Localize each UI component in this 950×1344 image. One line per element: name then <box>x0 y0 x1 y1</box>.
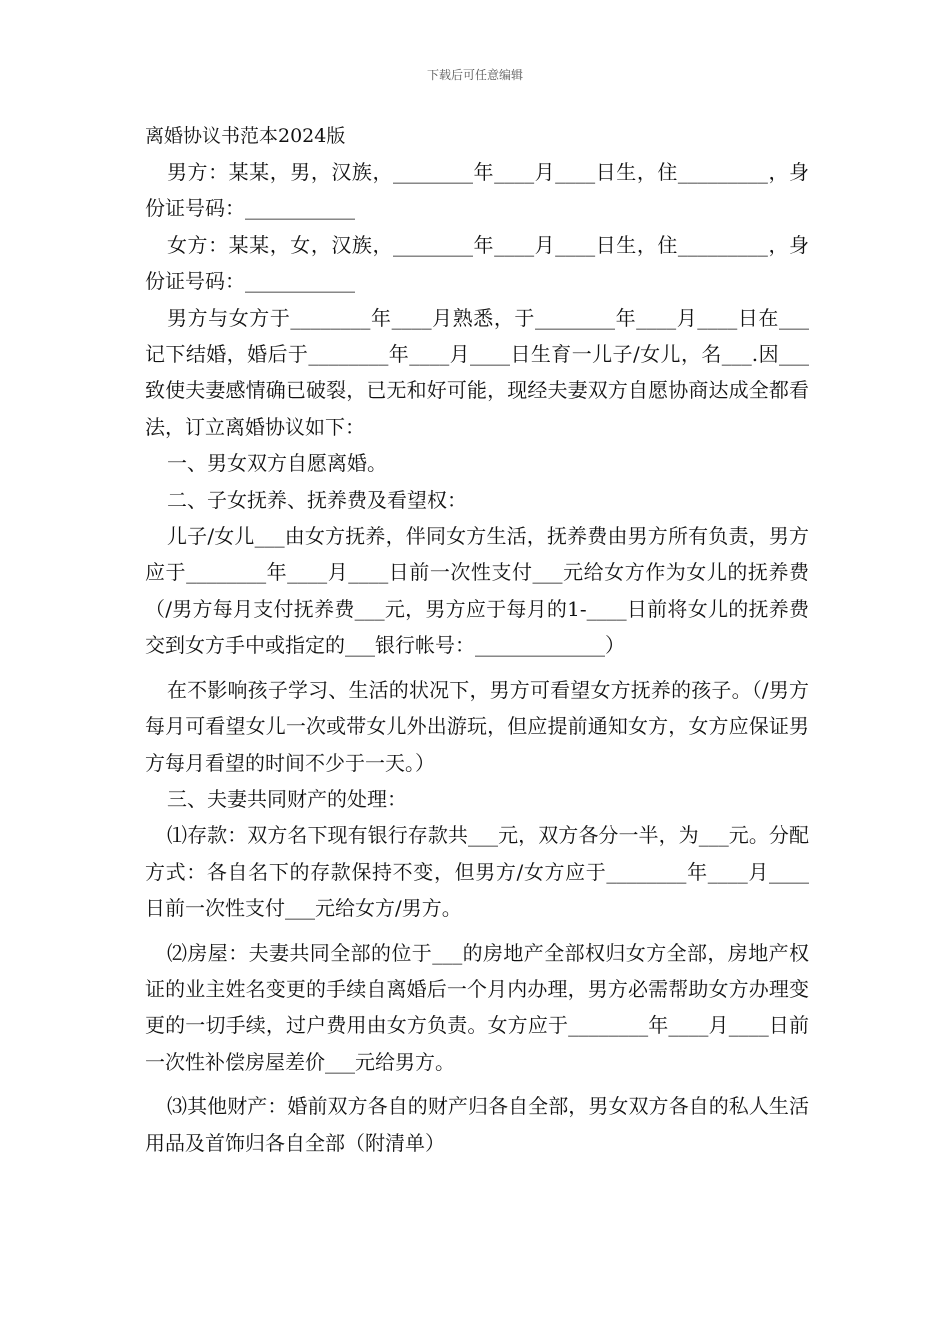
deposit-paragraph: ⑴存款：双方名下现有银行存款共___元，双方各分一半，为___元。分配方式：各自名下的存款保持不变，但男方/女方应于________年____月____日前一次性支付___元给女方/男方。 <box>145 823 809 921</box>
marriage-history-paragraph: 男方与女方于________年____月熟悉，于________年____月____日在___记下结婚，婚后于________年____月____日生育一儿子/女儿，名___.因___致使夫妻感情确已破裂，已无和好可能，现经夫妻双方自愿协商达成全都看法，订立离婚协议如下： <box>145 305 809 439</box>
clause-3-heading: 三、夫妻共同财产的处理： <box>167 786 407 811</box>
child-custody-paragraph: 儿子/女儿___由女方抚养，伴同女方生活，抚养费由男方所有负责，男方应于________年____月____日前一次性支付___元给女方作为女儿的抚养费（/男方每月支付抚养费___元，男方应于每月的1-____日前将女儿的抚养费交到女方手中或指定的___银行帐号：_____________） <box>145 524 809 658</box>
document-body <box>145 118 809 1161</box>
clause-1-heading: 一、男女双方自愿离婚。 <box>167 451 387 476</box>
clause-2-heading: 二、子女抚养、抚养费及看望权： <box>167 487 467 512</box>
housing-paragraph: ⑵房屋：夫妻共同全部的位于___的房地产全部权归女方全部，房地产权证的业主姓名变更的手续自离婚后一个月内办理，男方必需帮助女方办理变更的一切手续，过户费用由女方负责。女方应于________年____月____日前一次性补偿房屋差价___元给男方。 <box>145 940 809 1074</box>
document-title: 离婚协议书范本2024版 <box>145 125 346 147</box>
other-property-paragraph: ⑶其他财产：婚前双方各自的财产归各自全部，男女双方各自的私人生活用品及首饰归各自全部（附清单） <box>145 1094 809 1155</box>
page-header: 下载后可任意编辑 <box>426 68 523 82</box>
party-female-paragraph: 女方：某某，女，汉族，________年____月____日生，住_________，身份证号码：___________ <box>145 232 809 294</box>
party-male-paragraph: 男方：某某，男，汉族，________年____月____日生，住_________，身份证号码：___________ <box>145 160 809 221</box>
visitation-paragraph: 在不影响孩子学习、生活的状况下，男方可看望女方抚养的孩子。（/男方每月可看望女儿一次或带女儿外出游玩，但应提前通知女方，女方应保证男方每月看望的时间不少于一天。） <box>145 677 809 775</box>
